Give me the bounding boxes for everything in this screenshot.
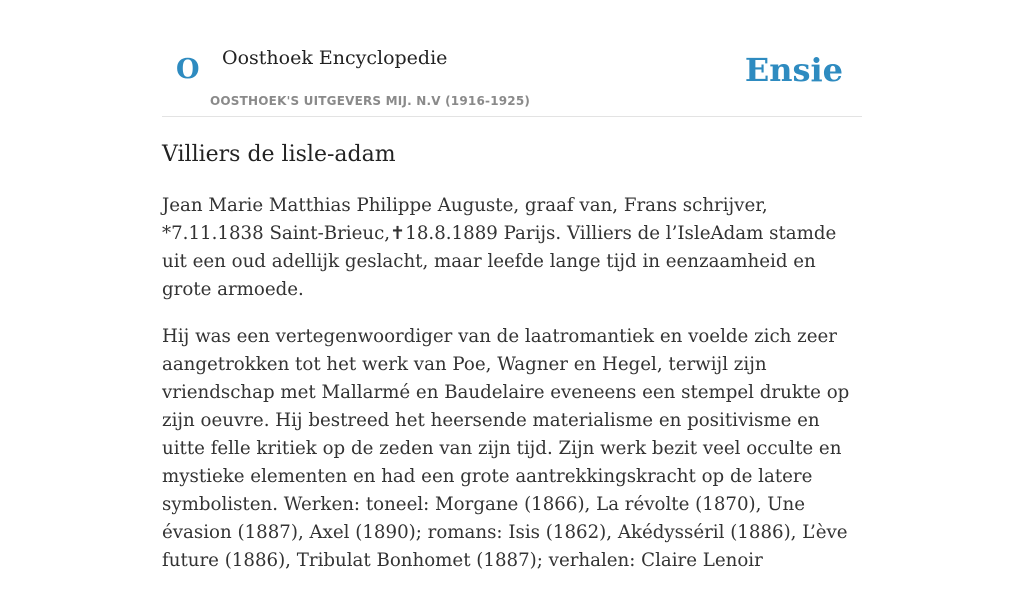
entry-title: Villiers de lisle-adam [162, 142, 396, 167]
book-title[interactable]: Oosthoek Encyclopedie [222, 47, 448, 69]
logo-icon[interactable]: O [176, 54, 200, 85]
entry-paragraph: Hij was een vertegenwoordiger van de laatromantiek en voelde zich zeer aangetrokken tot het werk van Poe, Wagner en Hegel, terwijl zijn vriendschap met Mallarmé en Baudelaire eveneens een stempel drukte op zijn oeuvre. Hij bestreed het heersende materialisme en positivisme en uitte felle kritiek op de zeden van zijn tijd. Zijn werk bezit veel occulte en mystieke elementen en had een grote aantrekkingskracht op de latere symbolisten. Werken: toneel: Morgane (1866), La révolte (1870), Une évasion (1887), Axel (1890); romans: Isis (1862), Akédysséril (1886), L’ève future (1886), Tribulat Bonhomet (1887); verhalen: Claire Lenoir [162, 326, 850, 571]
page-container [162, 0, 862, 571]
ensie-logo[interactable]: Ensie [744, 51, 843, 89]
site-header [162, 0, 862, 117]
entry-body [162, 192, 862, 594]
publisher-label: OOSTHOEK'S UITGEVERS MIJ. N.V (1916-1925) [210, 94, 531, 108]
entry-paragraph: Jean Marie Matthias Philippe Auguste, graaf van, Frans schrijver, *7.11.1838 Saint-Brieuc,✝18.8.1889 Parijs. Villiers de l’IsleAdam stamde uit een oud adellijk geslacht, maar leefde lange tijd in eenzaamheid en grote armoede. [162, 195, 837, 300]
